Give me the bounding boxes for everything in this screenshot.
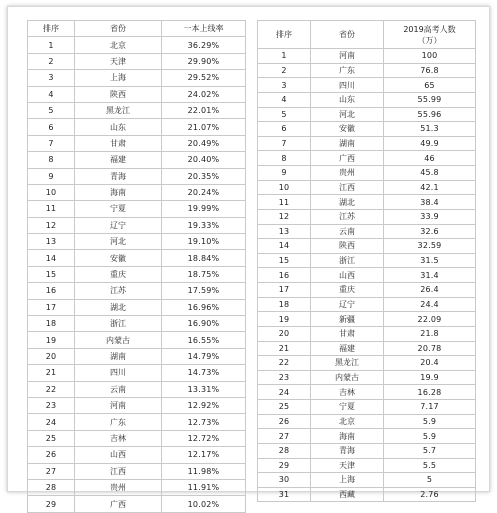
cell-value: 65 (384, 78, 476, 93)
table-row (28, 184, 246, 200)
cell-value: 76.8 (384, 63, 476, 78)
cell-rank: 16 (258, 268, 311, 283)
table-row (28, 414, 246, 430)
table-row (258, 92, 476, 107)
cell-value: 16.90% (162, 316, 246, 332)
table-row (28, 119, 246, 135)
table-row (28, 496, 246, 512)
cell-rank: 21 (258, 341, 311, 356)
cell-rank: 19 (28, 332, 75, 348)
table-header-row (258, 21, 476, 49)
cell-rank: 23 (28, 397, 75, 413)
cell-rank: 10 (28, 184, 75, 200)
cell-province: 甘肃 (311, 326, 384, 341)
cell-rank: 5 (258, 107, 311, 122)
cell-rank: 8 (28, 152, 75, 168)
cell-province: 浙江 (311, 253, 384, 268)
cell-rank: 31 (258, 487, 311, 502)
cell-province: 广东 (75, 414, 162, 430)
cell-rank: 7 (28, 135, 75, 151)
cell-value: 5.9 (384, 429, 476, 444)
cell-value: 32.59 (384, 239, 476, 254)
cell-value: 36.29% (162, 37, 246, 53)
cell-province: 宁夏 (75, 201, 162, 217)
cell-value: 12.72% (162, 430, 246, 446)
cell-value: 49.9 (384, 136, 476, 151)
cell-rank: 28 (258, 443, 311, 458)
cell-value: 18.84% (162, 250, 246, 266)
cell-province: 青海 (311, 443, 384, 458)
cell-province: 浙江 (75, 316, 162, 332)
cell-value: 22.09 (384, 312, 476, 327)
cell-value: 12.92% (162, 397, 246, 413)
cell-rank: 7 (258, 136, 311, 151)
cell-rank: 2 (258, 63, 311, 78)
table-row (258, 414, 476, 429)
cell-rank: 16 (28, 283, 75, 299)
table-row (258, 49, 476, 64)
cell-value: 11.98% (162, 463, 246, 479)
cell-rank: 3 (258, 78, 311, 93)
table-header-row (28, 21, 246, 37)
cell-rank: 29 (28, 496, 75, 512)
table-row (258, 283, 476, 298)
cell-rank: 21 (28, 365, 75, 381)
cell-rank: 24 (258, 385, 311, 400)
table-row (28, 348, 246, 364)
cell-value: 11.91% (162, 479, 246, 495)
cell-province: 山东 (75, 119, 162, 135)
cell-province: 河南 (311, 49, 384, 64)
table-row (258, 253, 476, 268)
cell-value: 29.90% (162, 53, 246, 69)
cell-rank: 19 (258, 312, 311, 327)
cell-province: 上海 (75, 70, 162, 86)
cell-value: 38.4 (384, 195, 476, 210)
cell-rank: 20 (28, 348, 75, 364)
cell-rank: 27 (258, 429, 311, 444)
cell-value: 12.17% (162, 447, 246, 463)
cell-value: 100 (384, 49, 476, 64)
cell-value: 18.75% (162, 266, 246, 282)
cell-rank: 1 (28, 37, 75, 53)
cell-province: 云南 (75, 381, 162, 397)
table-row (28, 168, 246, 184)
table-row (258, 195, 476, 210)
cell-province: 福建 (311, 341, 384, 356)
header-exam-takers (384, 21, 476, 49)
cell-province: 四川 (75, 365, 162, 381)
cell-rank: 12 (258, 209, 311, 224)
table-row (258, 268, 476, 283)
table-row (28, 479, 246, 495)
cell-province: 湖南 (311, 136, 384, 151)
cell-province: 天津 (311, 458, 384, 473)
cell-province: 河北 (75, 234, 162, 250)
cell-rank: 9 (28, 168, 75, 184)
cell-province: 江西 (75, 463, 162, 479)
cell-value: 12.73% (162, 414, 246, 430)
cell-province: 重庆 (311, 283, 384, 298)
table-row (258, 326, 476, 341)
cell-value: 24.02% (162, 86, 246, 102)
cell-province: 福建 (75, 152, 162, 168)
cell-value: 20.40% (162, 152, 246, 168)
cell-value: 20.4 (384, 356, 476, 371)
cell-province: 黑龙江 (75, 102, 162, 118)
cell-province: 河南 (75, 397, 162, 413)
cell-province: 贵州 (311, 166, 384, 181)
cell-value: 20.35% (162, 168, 246, 184)
cell-province: 北京 (311, 414, 384, 429)
cell-province: 贵州 (75, 479, 162, 495)
cell-rank: 27 (28, 463, 75, 479)
cell-rank: 20 (258, 326, 311, 341)
cell-province: 海南 (75, 184, 162, 200)
cell-rank: 11 (28, 201, 75, 217)
cell-value: 17.59% (162, 283, 246, 299)
cell-rank: 13 (258, 224, 311, 239)
cell-province: 安徽 (75, 250, 162, 266)
table-row (258, 297, 476, 312)
table-row (28, 332, 246, 348)
cell-value: 33.9 (384, 209, 476, 224)
cell-rank: 3 (28, 70, 75, 86)
cell-province: 重庆 (75, 266, 162, 282)
table-row (258, 443, 476, 458)
cell-province: 山西 (75, 447, 162, 463)
cell-rank: 11 (258, 195, 311, 210)
cell-province: 宁夏 (311, 400, 384, 415)
first-tier-rate-table (27, 20, 246, 513)
cell-province: 黑龙江 (311, 356, 384, 371)
table-row (258, 78, 476, 93)
cell-value: 14.79% (162, 348, 246, 364)
table-row (28, 430, 246, 446)
cell-value: 45.8 (384, 166, 476, 181)
cell-value: 5.9 (384, 414, 476, 429)
cell-value: 16.96% (162, 299, 246, 315)
table-row (258, 224, 476, 239)
table-row (258, 63, 476, 78)
cell-rank: 22 (28, 381, 75, 397)
cell-value: 14.73% (162, 365, 246, 381)
cell-value: 21.07% (162, 119, 246, 135)
table-row (258, 458, 476, 473)
table-row (28, 463, 246, 479)
table-row (28, 135, 246, 151)
table-row (28, 365, 246, 381)
cell-rank: 2 (28, 53, 75, 69)
first-tier-rate-table-body (28, 37, 246, 512)
cell-value: 42.1 (384, 180, 476, 195)
cell-rank: 29 (258, 458, 311, 473)
cell-value: 24.4 (384, 297, 476, 312)
cell-value: 2.76 (384, 487, 476, 502)
table-row (28, 397, 246, 413)
cell-province: 新疆 (311, 312, 384, 327)
cell-value: 5 (384, 473, 476, 488)
table-row (28, 102, 246, 118)
cell-rank: 17 (258, 283, 311, 298)
cell-rank: 15 (28, 266, 75, 282)
cell-value: 19.33% (162, 217, 246, 233)
cell-province: 吉林 (75, 430, 162, 446)
cell-rank: 6 (258, 122, 311, 137)
cell-rank: 26 (258, 414, 311, 429)
cell-province: 内蒙古 (311, 370, 384, 385)
header-rank: 排序 (258, 21, 311, 49)
cell-value: 55.96 (384, 107, 476, 122)
cell-rank: 8 (258, 151, 311, 166)
cell-value: 20.49% (162, 135, 246, 151)
cell-province: 天津 (75, 53, 162, 69)
cell-rank: 10 (258, 180, 311, 195)
cell-province: 江苏 (75, 283, 162, 299)
table-row (258, 166, 476, 181)
cell-rank: 4 (28, 86, 75, 102)
exam-takers-table-body (258, 49, 476, 502)
cell-rank: 18 (28, 316, 75, 332)
cell-value: 29.52% (162, 70, 246, 86)
table-row (258, 180, 476, 195)
table-row (258, 400, 476, 415)
table-row (28, 283, 246, 299)
cell-value: 16.28 (384, 385, 476, 400)
table-row (258, 312, 476, 327)
cell-rank: 25 (258, 400, 311, 415)
cell-rank: 1 (258, 49, 311, 64)
table-row (28, 250, 246, 266)
table-row (28, 266, 246, 282)
cell-value: 31.4 (384, 268, 476, 283)
cell-value: 20.78 (384, 341, 476, 356)
cell-value: 32.6 (384, 224, 476, 239)
cell-value: 55.99 (384, 92, 476, 107)
table-row (28, 447, 246, 463)
cell-rank: 24 (28, 414, 75, 430)
table-row (258, 370, 476, 385)
cell-province: 陕西 (75, 86, 162, 102)
table-row (258, 107, 476, 122)
table-row (258, 429, 476, 444)
header-province: 省份 (311, 21, 384, 49)
table-row (28, 37, 246, 53)
table-row (258, 385, 476, 400)
cell-rank: 25 (28, 430, 75, 446)
cell-value: 19.9 (384, 370, 476, 385)
table-row (258, 356, 476, 371)
header-rank: 排序 (28, 21, 75, 37)
cell-rank: 14 (28, 250, 75, 266)
cell-value: 51.3 (384, 122, 476, 137)
cell-value: 20.24% (162, 184, 246, 200)
cell-rank: 26 (28, 447, 75, 463)
cell-province: 广西 (75, 496, 162, 512)
cell-province: 内蒙古 (75, 332, 162, 348)
table-row (258, 122, 476, 137)
cell-province: 广东 (311, 63, 384, 78)
table-row (28, 201, 246, 217)
header-exam-takers-title: 2019高考人数 (403, 24, 456, 34)
cell-province: 山东 (311, 92, 384, 107)
cell-value: 5.7 (384, 443, 476, 458)
cell-rank: 13 (28, 234, 75, 250)
cell-province: 山西 (311, 268, 384, 283)
cell-rank: 15 (258, 253, 311, 268)
header-rate: 一本上线率 (162, 21, 246, 37)
cell-province: 辽宁 (75, 217, 162, 233)
table-row (28, 70, 246, 86)
cell-rank: 5 (28, 102, 75, 118)
cell-value: 31.5 (384, 253, 476, 268)
exam-takers-table (257, 20, 476, 502)
cell-value: 26.4 (384, 283, 476, 298)
cell-rank: 6 (28, 119, 75, 135)
table-row (258, 151, 476, 166)
cell-province: 河北 (311, 107, 384, 122)
cell-value: 46 (384, 151, 476, 166)
cell-province: 陕西 (311, 239, 384, 254)
cell-value: 19.10% (162, 234, 246, 250)
cell-value: 22.01% (162, 102, 246, 118)
table-row (28, 381, 246, 397)
cell-rank: 12 (28, 217, 75, 233)
cell-value: 10.02% (162, 496, 246, 512)
cell-province: 广西 (311, 151, 384, 166)
cell-rank: 22 (258, 356, 311, 371)
table-row (28, 299, 246, 315)
cell-province: 吉林 (311, 385, 384, 400)
cell-value: 19.99% (162, 201, 246, 217)
cell-province: 四川 (311, 78, 384, 93)
cell-province: 上海 (311, 473, 384, 488)
cell-value: 16.55% (162, 332, 246, 348)
table-row (28, 234, 246, 250)
cell-rank: 28 (28, 479, 75, 495)
table-row (258, 487, 476, 502)
cell-province: 湖南 (75, 348, 162, 364)
table-row (28, 152, 246, 168)
cell-rank: 17 (28, 299, 75, 315)
cell-rank: 30 (258, 473, 311, 488)
cell-rank: 23 (258, 370, 311, 385)
cell-province: 北京 (75, 37, 162, 53)
cell-rank: 4 (258, 92, 311, 107)
cell-province: 湖北 (311, 195, 384, 210)
table-row (28, 316, 246, 332)
cell-province: 海南 (311, 429, 384, 444)
cell-province: 江苏 (311, 209, 384, 224)
cell-province: 辽宁 (311, 297, 384, 312)
cell-province: 西藏 (311, 487, 384, 502)
cell-province: 青海 (75, 168, 162, 184)
cell-rank: 14 (258, 239, 311, 254)
table-row (28, 217, 246, 233)
cell-province: 甘肃 (75, 135, 162, 151)
table-row (28, 86, 246, 102)
cell-value: 5.5 (384, 458, 476, 473)
table-row (28, 53, 246, 69)
cell-province: 江西 (311, 180, 384, 195)
cell-value: 21.8 (384, 326, 476, 341)
cell-value: 7.17 (384, 400, 476, 415)
table-row (258, 209, 476, 224)
cell-province: 云南 (311, 224, 384, 239)
cell-rank: 9 (258, 166, 311, 181)
cell-rank: 18 (258, 297, 311, 312)
cell-value: 13.31% (162, 381, 246, 397)
header-exam-takers-unit: （万） (417, 35, 442, 45)
table-row (258, 136, 476, 151)
cell-province: 安徽 (311, 122, 384, 137)
table-row (258, 341, 476, 356)
cell-province: 湖北 (75, 299, 162, 315)
header-province: 省份 (75, 21, 162, 37)
table-row (258, 239, 476, 254)
table-row (258, 473, 476, 488)
